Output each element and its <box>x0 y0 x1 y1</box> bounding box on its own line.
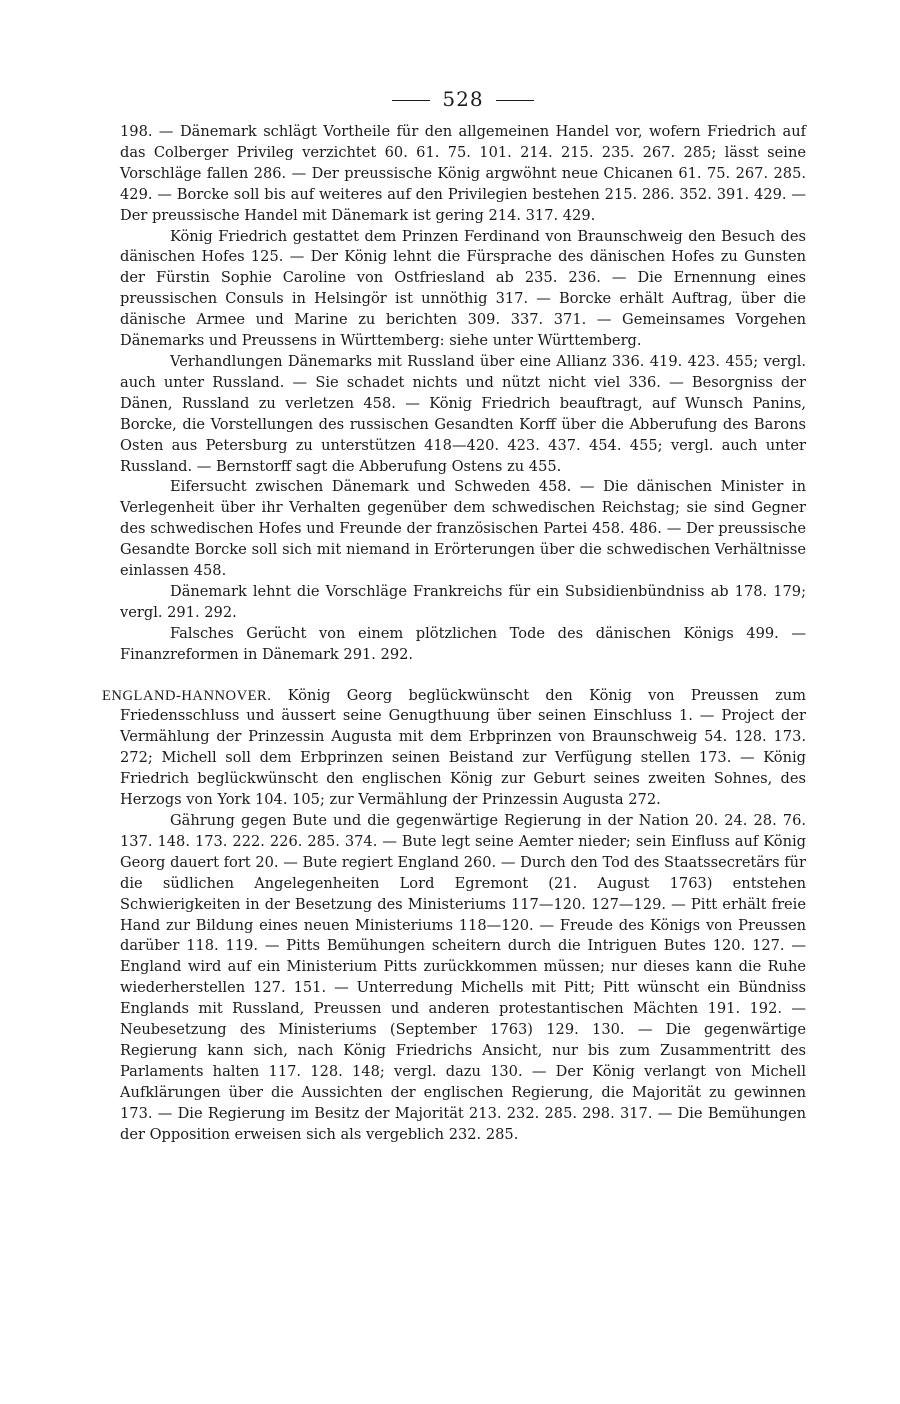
paragraph: Falsches Gerücht von einem plötzlichen Tode des dänischen Königs 499. — Finanzreformen in Dänemark 291. 292. <box>120 624 806 663</box>
header-rule-right <box>496 100 534 101</box>
section-gap <box>120 666 806 686</box>
paragraph: Verhandlungen Dänemarks mit Russland über eine Allianz 336. 419. 423. 455; vergl. auch unter Russland. — Sie schadet nichts und nützt nicht viel 336. — Besorgniss der Dänen, Russland zu verletzen 458. — König Friedrich beauftragt, auf Wunsch Panins, Borcke, die Vorstellungen des russischen Gesandten Korff über die Abberufung des Barons Osten aus Petersburg zu unterstützen 418—420. 423. 437. 454. 455; vergl. auch unter Russland. — Bernstorff sagt die Abberufung Ostens zu 455. <box>120 352 806 475</box>
paragraph: 198. — Dänemark schlägt Vortheile für den allgemeinen Handel vor, wofern Friedrich auf das Colberger Privileg verzichtet 60. 61. 75. 101. 214. 215. 235. 267. 285; lässt seine Vorschläge fallen 286. — Der preussische König argwöhnt neue Chicanen 61. 75. 267. 285. 429. — Borcke soll bis auf weiteres auf den Privilegien bestehen 215. 286. 352. 391. 429. — Der preussische Handel mit Dänemark ist gering 214. 317. 429. <box>120 123 806 224</box>
paragraph: Dänemark lehnt die Vorschläge Frankreichs für ein Subsidienbündniss ab 178. 179; vergl. 291. 292. <box>120 582 806 621</box>
section-entry <box>102 686 806 811</box>
paragraph: Gährung gegen Bute und die gegenwärtige Regierung in der Nation 20. 24. 28. 76. 137. 148. 173. 222. 226. 285. 374. — Bute legt seine Aemter nieder; sein Einfluss auf König Georg dauert fort 20. — Bute regiert England 260. — Durch den Tod des Staatssecretärs für die südlichen Angelegenheiten Lord Egremont (21. August 1763) entstehen Schwierigkeiten in der Besetzung des Ministeriums 117—120. 127—129. — Pitt erhält freie Hand zur Bildung eines neuen Ministeriums 118—120. — Freude des Königs von Preussen darüber 118. 119. — Pitts Bemühungen scheitern durch die Intriguen Butes 120. 127. — England wird auf ein Ministerium Pitts zurückkommen müssen; nur dieses kann die Ruhe wiederherstellen 127. 151. — Unterredung Michells mit Pitt; Pitt wünscht ein Bündniss Englands mit Russland, Preussen und anderen protestantischen Mächten 191. 192. — Neubesetzung des Ministeriums (September 1763) 129. 130. — Die gegenwärtige Regierung kann sich, nach König Friedrichs Ansicht, nur bis zum Zusammentritt des Parlaments halten 117. 128. 148; vergl. dazu 130. — Der König verlangt von Michell Aufklärungen über die Aussichten der englischen Regierung, die Majorität zu gewinnen 173. — Die Regierung im Besitz der Majorität 213. 232. 285. 298. 317. — Die Bemühungen der Opposition erweisen sich als vergeblich 232. 285. <box>120 812 806 1143</box>
header-rule-left <box>392 100 430 101</box>
paragraph: König Friedrich gestattet dem Prinzen Ferdinand von Braunschweig den Besuch des dänischen Hofes 125. — Der König lehnt die Fürsprache des dänischen Hofes zu Gunsten der Fürstin Sophie Caroline von Ostfriesland ab 235. 236. — Die Ernennung eines preussischen Consuls in Helsingör ist unnöthig 317. — Borcke erhält Auftrag, über die dänische Armee und Marine zu berichten 309. 337. 371. — Gemeinsames Vorgehen Dänemarks und Preussens in Württemberg: siehe unter Württemberg. <box>120 227 806 350</box>
page-number: 528 <box>442 87 484 111</box>
document-page <box>102 86 806 1146</box>
page-header <box>120 86 806 112</box>
paragraph: Eifersucht zwischen Dänemark und Schweden 458. — Die dänischen Minister in Verlegenheit über ihr Verhalten gegenüber dem schwedischen Reichstag; sie sind Gegner des schwedischen Hofes und Freunde der französischen Partei 458. 486. — Der preussische Gesandte Borcke soll sich mit niemand in Erörterungen über die schwedischen Verhältnisse einlassen 458. <box>120 478 806 580</box>
section-heading: ENGLAND-HANNOVER. <box>102 687 272 704</box>
section-text: König Georg beglückwünscht den König von Preussen zum Friedensschluss und äussert seine Genugthuung über seinen Einschluss 1. — Project der Vermählung der Prinzessin Augusta mit dem Erbprinzen von Braunschweig 54. 128. 173. 272; Michell soll dem Erbprinzen seinen Beistand zur Verfügung stellen 173. — König Friedrich beglückwünscht den englischen König zur Geburt seines zweiten Sohnes, des Herzogs von York 104. 105; zur Vermählung der Prinzessin Augusta 272. <box>120 686 806 809</box>
